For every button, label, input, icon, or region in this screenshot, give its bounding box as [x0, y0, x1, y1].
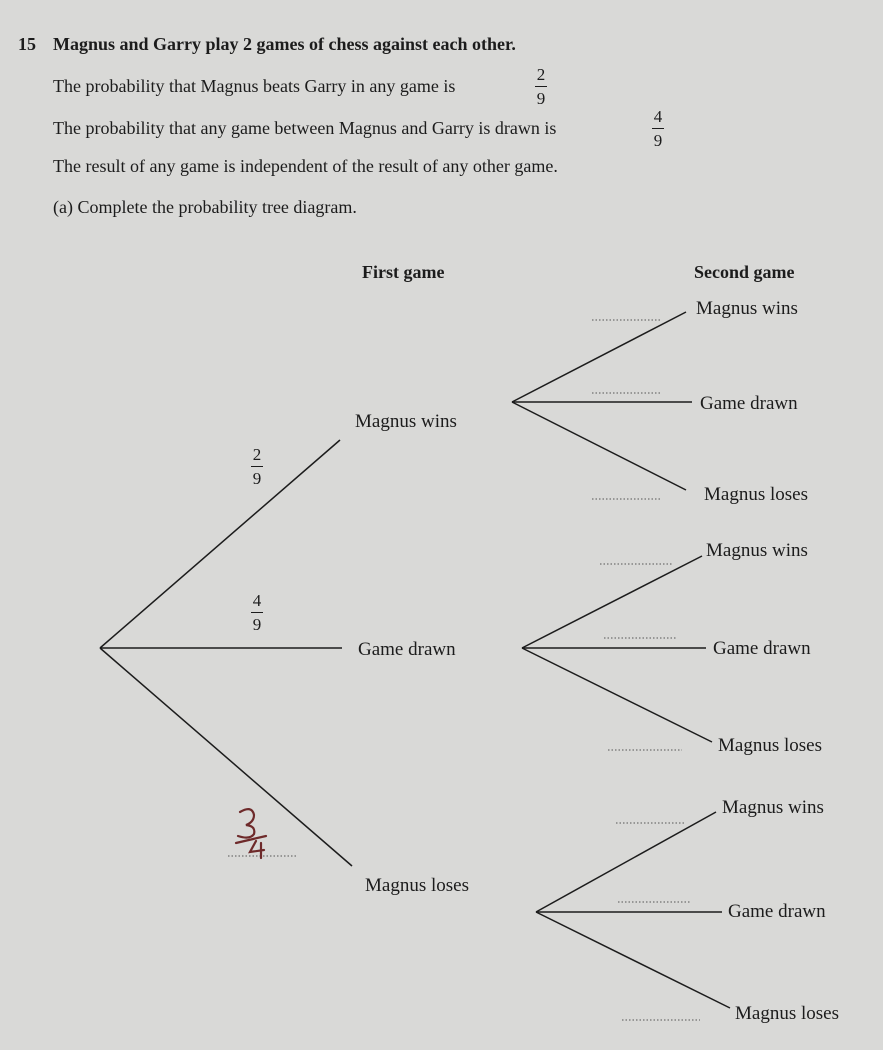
branch-w-l — [512, 402, 686, 490]
second-outcome-d-win: Magnus wins — [706, 540, 808, 561]
second-outcome-d-draw: Game drawn — [713, 638, 811, 659]
header-first-game: First game — [362, 262, 445, 282]
first-outcome-lose: Magnus loses — [365, 875, 469, 896]
prob-first-draw — [251, 592, 263, 633]
second-outcome-l-draw: Game drawn — [728, 901, 826, 922]
fraction-numerator: 4 — [653, 107, 663, 126]
fraction-numerator: 2 — [252, 445, 262, 464]
handwritten-numerator — [234, 806, 247, 830]
branch-d-l — [522, 648, 712, 742]
branch-first-lose — [100, 648, 352, 866]
fraction-four-ninths — [652, 108, 664, 149]
question-line-2: The probability that any game between Magnus and Garry is drawn is — [53, 118, 557, 138]
branch-l-w — [536, 812, 716, 912]
second-outcome-w-win: Magnus wins — [696, 298, 798, 319]
second-outcome-w-draw: Game drawn — [700, 393, 798, 414]
question-line-1: The probability that Magnus beats Garry in any game is — [53, 76, 456, 96]
fraction-denominator: 9 — [653, 131, 663, 150]
question-line-3: The result of any game is independent of the result of any other game. — [53, 156, 558, 176]
fraction-denominator: 9 — [536, 89, 546, 108]
first-outcome-draw: Game drawn — [358, 639, 456, 660]
branch-first-win — [100, 440, 340, 648]
question-intro: Magnus and Garry play 2 games of chess against each other. — [53, 34, 516, 54]
fraction-numerator: 4 — [252, 591, 262, 610]
branch-w-w — [512, 312, 686, 402]
fraction-numerator: 2 — [536, 65, 546, 84]
branch-d-w — [522, 556, 702, 648]
fraction-two-ninths — [535, 66, 547, 107]
handwritten-denominator — [253, 806, 266, 830]
header-second-game: Second game — [694, 262, 795, 282]
question-part-a: (a) Complete the probability tree diagram. — [53, 197, 357, 217]
prob-first-win — [251, 446, 263, 487]
first-outcome-win: Magnus wins — [355, 411, 457, 432]
question-number: 15 — [18, 34, 36, 54]
second-outcome-d-lose: Magnus loses — [718, 735, 822, 756]
second-outcome-l-lose: Magnus loses — [735, 1003, 839, 1024]
second-outcome-l-win: Magnus wins — [722, 797, 824, 818]
branch-l-l — [536, 912, 730, 1008]
second-outcome-w-lose: Magnus loses — [704, 484, 808, 505]
fraction-denominator: 9 — [252, 615, 262, 634]
fraction-denominator: 9 — [252, 469, 262, 488]
